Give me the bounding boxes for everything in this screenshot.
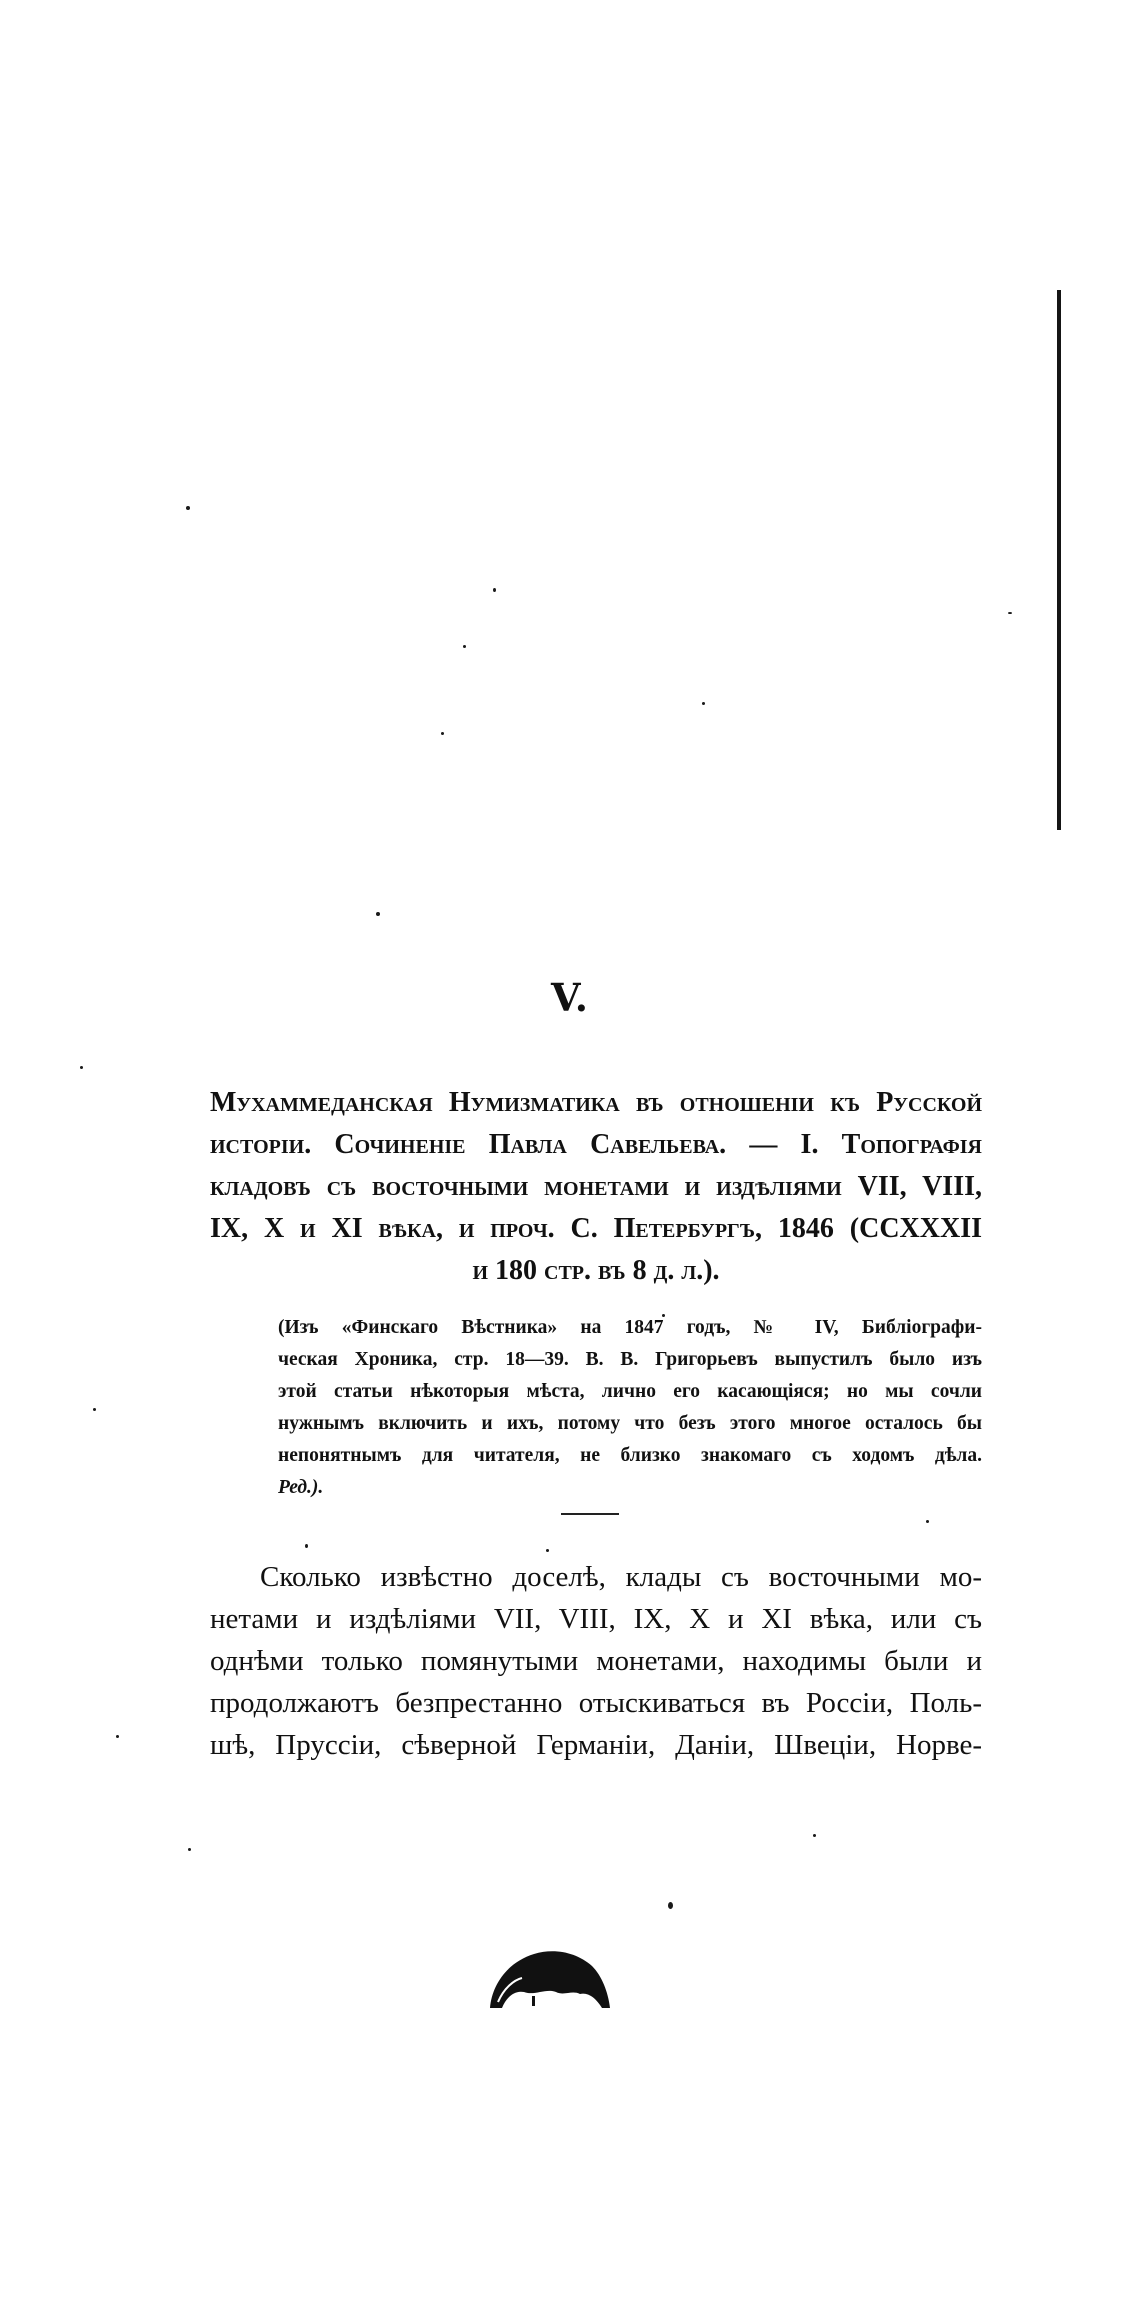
print-speck <box>188 1848 191 1851</box>
body-line: однѣми только помянутыми монетами, находимы были и <box>210 1645 982 1677</box>
print-speck <box>186 506 190 510</box>
article-title <box>210 1082 982 1292</box>
note-line: этой статьи нѣкоторыя мѣста, лично его касающiяся; но мы сочли <box>278 1381 982 1402</box>
print-speck <box>702 702 705 705</box>
body-line: Сколько извѣстно доселѣ, клады съ восточными мо- <box>260 1561 982 1593</box>
title-line: кладовъ съ восточными монетами и издѣлiями VII, VIII, <box>210 1171 982 1202</box>
note-line: Ред.). <box>278 1477 324 1498</box>
print-speck <box>1008 612 1012 614</box>
editorial-note <box>278 1312 982 1504</box>
note-line: нужнымъ включить и ихъ, потому что безъ этого многое осталось бы <box>278 1413 982 1434</box>
print-speck <box>546 1549 549 1552</box>
body-line: шѣ, Пруссiи, сѣверной Германiи, Данiи, Швецiи, Норве- <box>210 1729 982 1761</box>
title-line: исторiи. Сочиненiе Павла Савельева. — I. Топографiя <box>210 1129 982 1160</box>
note-line: непонятнымъ для читателя, не близко знакомаго съ ходомъ дѣла. <box>278 1445 982 1466</box>
print-speck <box>926 1520 929 1523</box>
library-stamp-mark <box>484 1932 614 2012</box>
print-speck <box>441 732 444 735</box>
print-speck <box>80 1066 83 1069</box>
print-speck <box>305 1544 308 1548</box>
body-line: продолжаютъ безпрестанно отыскиваться въ Россiи, Поль- <box>210 1687 982 1719</box>
note-line: (Изъ «Финскаго Вѣстника» на 1847 годъ, № IV, Библiографи- <box>278 1317 982 1338</box>
print-speck <box>116 1735 119 1738</box>
print-speck <box>668 1902 673 1909</box>
print-speck <box>463 645 466 648</box>
title-line: и 180 стр. въ 8 д. л.). <box>472 1255 720 1286</box>
print-speck <box>376 912 380 916</box>
page-edge-shadow <box>1057 290 1061 830</box>
print-speck <box>813 1834 816 1837</box>
print-speck <box>93 1408 96 1411</box>
body-text <box>210 1556 982 1766</box>
note-line: ческая Хроника, стр. 18—39. В. В. Григорьевъ выпустилъ было изъ <box>278 1349 982 1370</box>
print-speck <box>493 588 496 592</box>
section-divider <box>561 1513 619 1515</box>
body-line: нетами и издѣлiями VII, VIII, IX, X и XI вѣка, или съ <box>210 1603 982 1635</box>
chapter-numeral: V. <box>550 975 590 1020</box>
title-line: IX, X и XI вѣка, и проч. С. Петербургъ, 1846 (CCXXXII <box>210 1213 982 1244</box>
title-line: Мухаммеданская Нумизматика въ отношенiи къ Русской <box>210 1087 982 1118</box>
